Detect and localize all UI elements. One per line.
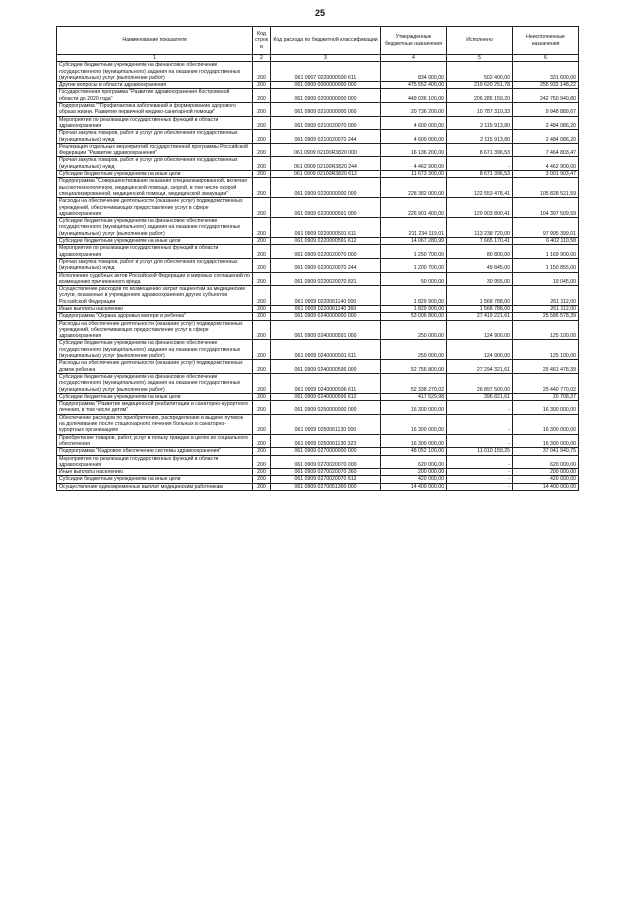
row-name: Прочая закупка товаров, работ и услуг для обеспечения государственных (муниципальных) нужд (57, 258, 253, 272)
row-line-code: 200 (253, 89, 271, 103)
row-approved: 4 600 000,00 (381, 130, 447, 144)
row-expense-code: 061 0909 0270020070 000 (271, 455, 381, 469)
row-executed: - (447, 455, 513, 469)
row-approved: 250 000,00 (381, 340, 447, 360)
row-expense-code: 061 0909 0240000000 000 (271, 313, 381, 320)
row-name: Подпрограмма "Развитие медицинской реабилитации и санаторно-курортного лечения, в том числе детям" (57, 401, 253, 415)
row-expense-code: 061 0909 0240000596 612 (271, 393, 381, 400)
row-unexecuted: 37 041 940,75 (513, 448, 579, 455)
row-approved: 52 756 800,00 (381, 360, 447, 374)
row-unexecuted: 16 300 000,00 (513, 401, 579, 415)
row-name: Иные выплаты населению (57, 469, 253, 476)
column-number-row (57, 55, 579, 62)
table-row (57, 483, 579, 490)
table-row (57, 434, 579, 448)
row-expense-code: 061 0909 0220000000 000 (271, 178, 381, 198)
row-approved: 449 036 100,00 (381, 89, 447, 103)
row-name: Государственная программа "Развитие здравоохранения Костромской области до 2020 года" (57, 89, 253, 103)
row-unexecuted: 125 100,00 (513, 340, 579, 360)
row-executed: 396 821,61 (447, 393, 513, 400)
header-line-code: Код строк и (253, 27, 271, 55)
row-approved: 16 136 200,00 (381, 143, 447, 157)
row-unexecuted: 261 112,00 (513, 286, 579, 306)
row-approved: 228 382 000,00 (381, 178, 447, 198)
column-number: 5 (447, 55, 513, 62)
column-number: 6 (513, 55, 579, 62)
row-unexecuted: 105 828 521,59 (513, 178, 579, 198)
row-executed: - (447, 469, 513, 476)
row-approved: 16 300 000,00 (381, 401, 447, 415)
row-executed: 30 955,00 (447, 272, 513, 286)
table-row (57, 238, 579, 245)
row-name: Прочая закупка товаров, работ и услуг для обеспечения государственных (муниципальных) нужд (57, 157, 253, 171)
row-name: Осуществление единовременных выплат медицинским работникам (57, 483, 253, 490)
row-unexecuted: 261 112,00 (513, 305, 579, 312)
row-name: Прочая закупка товаров, работ и услуг для обеспечения государственных (муниципальных) нужд (57, 130, 253, 144)
row-approved: 14 400 000,00 (381, 483, 447, 490)
row-name: Подпрограмма "Кадровое обеспечение системы здравоохранения" (57, 448, 253, 455)
table-row (57, 340, 579, 360)
row-executed: 219 620 251,78 (447, 82, 513, 89)
row-line-code: 200 (253, 258, 271, 272)
row-executed: 27 419 221,61 (447, 313, 513, 320)
row-executed: 27 294 321,61 (447, 360, 513, 374)
row-approved: 420 000,00 (381, 476, 447, 483)
table-row (57, 82, 579, 89)
row-executed: - (447, 401, 513, 415)
row-unexecuted: 620 000,00 (513, 455, 579, 469)
row-unexecuted: 1 150 855,00 (513, 258, 579, 272)
row-approved: 48 052 100,00 (381, 448, 447, 455)
row-approved: 834 000,00 (381, 62, 447, 82)
row-unexecuted: 16 300 000,00 (513, 414, 579, 434)
header-approved: Утвержденные бюджетные назначения (381, 27, 447, 55)
row-line-code: 200 (253, 340, 271, 360)
header-unexecuted: Неисполненные назначения (513, 27, 579, 55)
header-executed: Исполнено (447, 27, 513, 55)
row-unexecuted: 125 100,00 (513, 320, 579, 340)
row-name: Расходы на обеспечение деятельности (оказание услуг) подведомственных учреждений, обеспечивающих предоставление услуг в сфере здравоохранения (57, 320, 253, 340)
row-line-code: 200 (253, 272, 271, 286)
row-unexecuted: 20 708,37 (513, 393, 579, 400)
row-expense-code: 061 0907 0220000590 611 (271, 62, 381, 82)
table-row (57, 218, 579, 238)
table-row (57, 62, 579, 82)
table-row (57, 448, 579, 455)
row-line-code: 200 (253, 401, 271, 415)
header-indicator-name: Наименование показателя (57, 27, 253, 55)
row-expense-code: 061 0909 0270020070 360 (271, 469, 381, 476)
row-executed: 8 671 396,53 (447, 171, 513, 178)
row-executed: 8 671 396,53 (447, 143, 513, 157)
table-row (57, 476, 579, 483)
row-line-code: 200 (253, 103, 271, 117)
row-unexecuted: 2 484 086,20 (513, 116, 579, 130)
row-name: Другие вопросы в области здравоохранения (57, 82, 253, 89)
row-name: Субсидии бюджетным учреждениям на иные цели (57, 476, 253, 483)
row-line-code: 200 (253, 393, 271, 400)
row-name: Мероприятия по реализации государственных функций в области здравоохранения (57, 245, 253, 259)
table-row (57, 313, 579, 320)
row-approved: 475 552 400,00 (381, 82, 447, 89)
row-name: Исполнение судебных актов Российской Федерации и мировых соглашений по возмещению причиненного вреда (57, 272, 253, 286)
row-name: Подпрограмма "Охрана здоровья матери и ребенка" (57, 313, 253, 320)
row-unexecuted: 97 995 399,01 (513, 218, 579, 238)
table-body (57, 62, 579, 491)
row-expense-code: 061 0909 0240000591 611 (271, 340, 381, 360)
row-approved: 620 000,00 (381, 455, 447, 469)
row-unexecuted: 25 461 478,39 (513, 360, 579, 374)
row-approved: 52 338 270,02 (381, 373, 447, 393)
row-name: Субсидии бюджетным учреждениям на финансовое обеспечение государственного (муниципального) задания на оказание государственных (муниципальных) услуг (выполнение работ) (57, 340, 253, 360)
row-name: Иные выплаты населению (57, 305, 253, 312)
table-row (57, 178, 579, 198)
budget-execution-table (56, 26, 579, 491)
row-expense-code: 061 0909 0210020070 000 (271, 116, 381, 130)
row-name: Субсидии бюджетным учреждениям на иные цели (57, 171, 253, 178)
row-name: Осуществление расходов по возмещению затрат пациентам за медицинские услуги, оказанные в учреждениях здравоохранения других субъектов Российской Федерации (57, 286, 253, 306)
row-approved: 20 736 200,00 (381, 103, 447, 117)
row-name: Мероприятия по реализации государственных функций в области здравоохранения (57, 455, 253, 469)
row-name: Мероприятия по реализации государственных функций в области здравоохранения (57, 116, 253, 130)
row-executed: 49 845,00 (447, 258, 513, 272)
row-executed: - (447, 434, 513, 448)
row-unexecuted: 3 001 903,47 (513, 171, 579, 178)
table-row (57, 401, 579, 415)
row-name: Реализация отдельных мероприятий государственной программы Российской Федерации "Развитие здравоохранения" (57, 143, 253, 157)
table-row (57, 305, 579, 312)
table-row (57, 272, 579, 286)
row-line-code: 200 (253, 178, 271, 198)
row-unexecuted: 4 462 900,00 (513, 157, 579, 171)
row-unexecuted: 25 440 770,02 (513, 373, 579, 393)
row-line-code: 200 (253, 414, 271, 434)
table-row (57, 455, 579, 469)
row-name: Субсидии бюджетным учреждениям на финансовое обеспечение государственного (муниципального) задания на оказание государственных (муниципальных) услуг (выполнение работ) (57, 62, 253, 82)
header-row (57, 27, 579, 55)
row-unexecuted: 19 045,00 (513, 272, 579, 286)
row-approved: 1 250 700,00 (381, 245, 447, 259)
column-number: 2 (253, 55, 271, 62)
row-expense-code: 061 0909 0220000591 612 (271, 238, 381, 245)
row-executed: 2 115 913,80 (447, 116, 513, 130)
row-executed: 122 553 478,41 (447, 178, 513, 198)
row-unexecuted: 7 464 803,47 (513, 143, 579, 157)
row-approved: 1 200 700,00 (381, 258, 447, 272)
row-approved: 226 901 400,00 (381, 198, 447, 218)
row-line-code: 200 (253, 476, 271, 483)
table-row (57, 245, 579, 259)
row-line-code: 200 (253, 218, 271, 238)
table-row (57, 198, 579, 218)
row-executed: 7 665 170,41 (447, 238, 513, 245)
row-executed: 113 238 720,00 (447, 218, 513, 238)
row-approved: 50 000,00 (381, 272, 447, 286)
row-executed: 26 897 500,00 (447, 373, 513, 393)
row-executed: 502 400,00 (447, 62, 513, 82)
table-row (57, 320, 579, 340)
row-line-code: 200 (253, 313, 271, 320)
row-line-code: 200 (253, 469, 271, 476)
row-line-code: 200 (253, 448, 271, 455)
row-line-code: 200 (253, 286, 271, 306)
table-row (57, 373, 579, 393)
row-name: Расходы на обеспечение деятельности (оказание услуг) подведомственных домов ребенка (57, 360, 253, 374)
row-expense-code: 061 0909 0240000596 000 (271, 360, 381, 374)
row-executed: 2 115 913,80 (447, 130, 513, 144)
row-expense-code: 061 0909 0220000591 611 (271, 218, 381, 238)
row-name: Расходы на обеспечение деятельности (оказание услуг) подведомственных учреждений, обеспечивающих предоставление услуг в сфере здравоохранения (57, 198, 253, 218)
table-row (57, 286, 579, 306)
row-line-code: 200 (253, 157, 271, 171)
row-expense-code: 061 0909 0270020070 612 (271, 476, 381, 483)
row-expense-code: 061 0909 0250061130 000 (271, 414, 381, 434)
row-approved: 417 529,98 (381, 393, 447, 400)
row-name: Субсидии бюджетным учреждениям на иные цели (57, 393, 253, 400)
column-number: 1 (57, 55, 253, 62)
row-expense-code: 061 0909 0220020070 000 (271, 245, 381, 259)
row-expense-code: 061 0909 0270051360 000 (271, 483, 381, 490)
row-line-code: 200 (253, 434, 271, 448)
row-expense-code: 061 0909 0220061140 360 (271, 305, 381, 312)
row-executed: 206 285 159,20 (447, 89, 513, 103)
row-line-code: 200 (253, 455, 271, 469)
row-expense-code: 061 0909 0240000596 611 (271, 373, 381, 393)
table-row (57, 360, 579, 374)
row-name: Подпрограмма ""Профилактика заболеваний и формирование здорового образа жизни. Развитие первичной медико-санитарной помощи" (57, 103, 253, 117)
row-unexecuted: 255 932 148,22 (513, 82, 579, 89)
row-unexecuted: 242 750 940,80 (513, 89, 579, 103)
row-approved: 16 300 000,00 (381, 434, 447, 448)
row-unexecuted: 2 484 086,20 (513, 130, 579, 144)
row-line-code: 200 (253, 373, 271, 393)
table-row (57, 116, 579, 130)
row-unexecuted: 9 948 889,67 (513, 103, 579, 117)
row-unexecuted: 200 000,00 (513, 469, 579, 476)
row-line-code: 200 (253, 483, 271, 490)
row-executed: - (447, 483, 513, 490)
row-name: Субсидии бюджетным учреждениям на финансовое обеспечение государственного (муниципального) задания на оказание государственных (муниципальных) услуг (выполнение работ) (57, 218, 253, 238)
row-approved: 16 300 000,00 (381, 414, 447, 434)
row-expense-code: 061 0909 0000000000 000 (271, 82, 381, 89)
row-line-code: 200 (253, 198, 271, 218)
row-executed: 80 800,00 (447, 245, 513, 259)
column-number: 4 (381, 55, 447, 62)
row-executed: 11 010 159,25 (447, 448, 513, 455)
table-row (57, 157, 579, 171)
row-unexecuted: 420 000,00 (513, 476, 579, 483)
row-expense-code: 061 0909 0210000000 000 (271, 103, 381, 117)
row-approved: 211 234 119,01 (381, 218, 447, 238)
row-name: Субсидии бюджетным учреждениям на финансовое обеспечение государственного (муниципального) задания на оказание государственных (муниципальных) услуг (выполнение работ) (57, 373, 253, 393)
table-row (57, 414, 579, 434)
table-row (57, 130, 579, 144)
row-executed: 120 903 890,41 (447, 198, 513, 218)
row-approved: 1 829 900,00 (381, 305, 447, 312)
row-expense-code: 061 0909 0200000000 000 (271, 89, 381, 103)
row-unexecuted: 14 400 000,00 (513, 483, 579, 490)
row-unexecuted: 1 169 900,00 (513, 245, 579, 259)
row-line-code: 200 (253, 82, 271, 89)
row-line-code: 200 (253, 143, 271, 157)
table-row (57, 258, 579, 272)
row-expense-code: 061 0909 0220061140 000 (271, 286, 381, 306)
row-line-code: 200 (253, 171, 271, 178)
row-executed: 1 568 788,00 (447, 286, 513, 306)
row-name: Обеспечение расходов по приобретению, распределению и выдаче путевок на долечивание после стационарного лечения больных в санаторно-курортных организациях (57, 414, 253, 434)
row-approved: 1 829 900,00 (381, 286, 447, 306)
table-row (57, 143, 579, 157)
row-expense-code: 061 0909 0220020070 244 (271, 258, 381, 272)
row-executed: 10 787 310,33 (447, 103, 513, 117)
row-expense-code: 061 0909 0220000591 000 (271, 198, 381, 218)
row-expense-code: 061 0909 02100R3820 244 (271, 157, 381, 171)
row-executed: - (447, 414, 513, 434)
table-row (57, 89, 579, 103)
row-line-code: 200 (253, 62, 271, 82)
row-unexecuted: 331 600,00 (513, 62, 579, 82)
row-approved: 53 006 800,00 (381, 313, 447, 320)
row-approved: 14 067 280,99 (381, 238, 447, 245)
row-unexecuted: 16 300 000,00 (513, 434, 579, 448)
row-expense-code: 061 0909 0270000000 000 (271, 448, 381, 455)
row-expense-code: 061 0909 0240000591 000 (271, 320, 381, 340)
column-number: 3 (271, 55, 381, 62)
row-line-code: 200 (253, 245, 271, 259)
row-name: Субсидии бюджетным учреждениям на иные цели (57, 238, 253, 245)
row-executed: - (447, 157, 513, 171)
row-unexecuted: 25 586 578,39 (513, 313, 579, 320)
row-executed: - (447, 476, 513, 483)
row-line-code: 200 (253, 305, 271, 312)
page-number: 25 (314, 8, 325, 18)
header-expense-code: Код расхода по бюджетной классификации (271, 27, 381, 55)
row-approved: 200 000,00 (381, 469, 447, 476)
row-expense-code: 061 0909 0220020070 831 (271, 272, 381, 286)
row-name: Приобретение товаров, работ, услуг в пользу граждан в целях их социального обеспечения (57, 434, 253, 448)
table-row (57, 103, 579, 117)
row-executed: 124 900,00 (447, 340, 513, 360)
row-executed: 1 568 788,00 (447, 305, 513, 312)
row-approved: 4 600 000,00 (381, 116, 447, 130)
row-line-code: 200 (253, 360, 271, 374)
row-unexecuted: 6 402 110,58 (513, 238, 579, 245)
table-row (57, 393, 579, 400)
row-unexecuted: 104 397 509,59 (513, 198, 579, 218)
row-expense-code: 061 0909 0250061130 323 (271, 434, 381, 448)
row-expense-code: 061 0909 0250000000 000 (271, 401, 381, 415)
row-line-code: 200 (253, 320, 271, 340)
row-line-code: 200 (253, 238, 271, 245)
table-row (57, 469, 579, 476)
row-name: Подпрограмма "Совершенствование оказания специализированной, включая высокотехнологичную, медицинской помощи, скорой, в том числе скорой специализированной, медицинской помощи, медицинской эвакуации" (57, 178, 253, 198)
row-expense-code: 061 0909 02100R3820 000 (271, 143, 381, 157)
row-approved: 250 000,00 (381, 320, 447, 340)
row-line-code: 200 (253, 130, 271, 144)
table-row (57, 171, 579, 178)
row-executed: 124 900,00 (447, 320, 513, 340)
row-approved: 11 673 300,00 (381, 171, 447, 178)
row-expense-code: 061 0909 0210020070 244 (271, 130, 381, 144)
row-approved: 4 462 900,00 (381, 157, 447, 171)
row-expense-code: 061 0909 02100R3820 612 (271, 171, 381, 178)
row-line-code: 200 (253, 116, 271, 130)
